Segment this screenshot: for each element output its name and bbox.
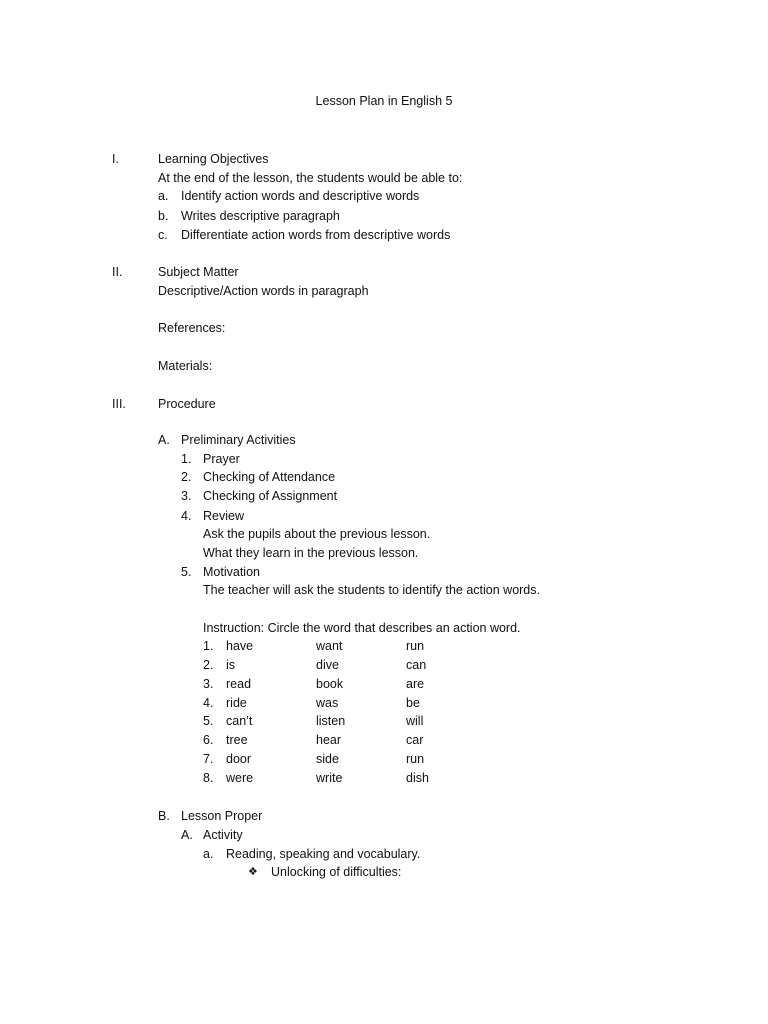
word-row-number: 3. <box>203 677 214 691</box>
subsection-b-marker: B. <box>158 809 170 823</box>
word-row-number: 7. <box>203 752 214 766</box>
word-cell: side <box>316 752 339 766</box>
word-cell: ride <box>226 696 247 710</box>
section-1-intro: At the end of the lesson, the students would be able to: <box>158 171 463 185</box>
activity-item-number: 2. <box>181 470 192 484</box>
word-cell: want <box>316 639 343 653</box>
word-cell: car <box>406 733 424 747</box>
word-cell: door <box>226 752 252 766</box>
objective-marker: c. <box>158 228 168 242</box>
reading-marker: a. <box>203 847 214 861</box>
objective-text: Differentiate action words from descriptive words <box>181 228 451 242</box>
activity-item-text: Prayer <box>203 452 240 466</box>
activity-item-text: Review <box>203 509 244 523</box>
section-3-heading: Procedure <box>158 397 216 411</box>
section-3-number: III. <box>112 397 126 411</box>
section-1-number: I. <box>112 152 119 166</box>
objective-marker: a. <box>158 189 169 203</box>
word-cell: listen <box>316 714 346 728</box>
instruction-text: Instruction: Circle the word that describes an action word. <box>203 621 521 635</box>
word-cell: book <box>316 677 344 691</box>
word-row-number: 4. <box>203 696 214 710</box>
activity-heading: Activity <box>203 828 243 842</box>
word-cell: tree <box>226 733 248 747</box>
word-cell: was <box>316 696 339 710</box>
references-label: References: <box>158 321 226 335</box>
word-row-number: 2. <box>203 658 214 672</box>
word-cell: have <box>226 639 254 653</box>
activity-item-number: 1. <box>181 452 192 466</box>
subsection-a-marker: A. <box>158 433 170 447</box>
activity-item-text: Motivation <box>203 565 260 579</box>
word-cell: dive <box>316 658 339 672</box>
section-2-heading: Subject Matter <box>158 265 239 279</box>
materials-label: Materials: <box>158 359 213 373</box>
activity-item-text: Checking of Assignment <box>203 489 338 503</box>
activity-item-number: 4. <box>181 509 192 523</box>
section-1-heading: Learning Objectives <box>158 152 269 166</box>
objective-text: Writes descriptive paragraph <box>181 209 340 223</box>
word-cell: can’t <box>226 714 253 728</box>
word-cell: write <box>316 771 343 785</box>
word-cell: dish <box>406 771 429 785</box>
word-row-number: 5. <box>203 714 214 728</box>
subsection-a-heading: Preliminary Activities <box>181 433 296 447</box>
word-row-number: 1. <box>203 639 214 653</box>
word-cell: were <box>226 771 254 785</box>
page-title: Lesson Plan in English 5 <box>315 94 453 108</box>
word-cell: are <box>406 677 425 691</box>
activity-item-number: 5. <box>181 565 192 579</box>
diamond-bullet-icon: ❖ <box>248 866 258 878</box>
word-cell: can <box>406 658 427 672</box>
reading-text: Reading, speaking and vocabulary. <box>226 847 421 861</box>
bullet-text: Unlocking of difficulties: <box>271 865 402 879</box>
activity-marker: A. <box>181 828 193 842</box>
subject-matter-text: Descriptive/Action words in paragraph <box>158 284 369 298</box>
objective-marker: b. <box>158 209 169 223</box>
review-line: What they learn in the previous lesson. <box>203 546 419 560</box>
word-cell: run <box>406 639 425 653</box>
word-cell: run <box>406 752 425 766</box>
activity-item-number: 3. <box>181 489 192 503</box>
section-2-number: II. <box>112 265 123 279</box>
word-cell: read <box>226 677 252 691</box>
word-row-number: 6. <box>203 733 214 747</box>
activity-item-text: Checking of Attendance <box>203 470 336 484</box>
word-cell: be <box>406 696 420 710</box>
word-cell: is <box>226 658 236 672</box>
motivation-text: The teacher will ask the students to identify the action words. <box>203 583 540 597</box>
word-cell: will <box>406 714 424 728</box>
review-line: Ask the pupils about the previous lesson. <box>203 527 431 541</box>
subsection-b-heading: Lesson Proper <box>181 809 263 823</box>
objective-text: Identify action words and descriptive words <box>181 189 420 203</box>
word-cell: hear <box>316 733 342 747</box>
word-row-number: 8. <box>203 771 214 785</box>
